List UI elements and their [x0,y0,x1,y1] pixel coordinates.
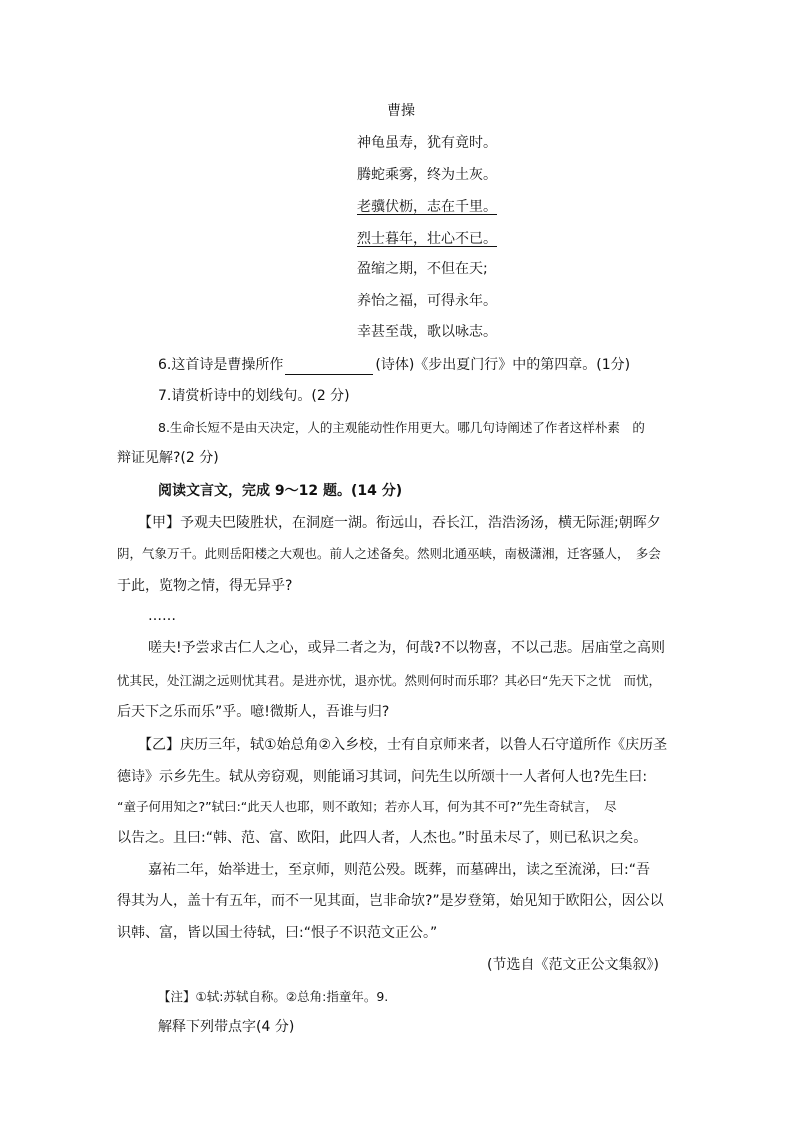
jia-ellipsis: …… [148,608,176,624]
footnote: 【注】①轼:苏轼自称。②总角:指童年。9. [158,989,389,1004]
yi-line-6: 得其为人，盖十有五年，而不一见其面，岂非命欤?”是岁登第，始见知于欧阳公，因公以 [117,893,664,909]
yi-line-4: 以告之。且曰:“韩、范、富、欧阳，此四人者，人杰也。”时虽未尽了，则已私识之矣。 [117,830,648,846]
poem-line-2: 腾蛇乘雾，终为土灰。 [357,167,497,183]
poem-line-3-underlined: 老骥伏枥，志在千里。 [357,199,497,215]
poem-line-6: 养怡之福，可得永年。 [357,293,497,309]
question-8-line-2: 辩证见解?(2 分) [117,450,219,466]
jia-line-3: 于此，览物之情，得无异乎? [117,578,293,594]
poem-line-4-underlined: 烈士暮年，壮心不已。 [357,231,497,247]
question-8-line-1: 8.生命长短不是由天决定，人的主观能动性作用更大。哪几句诗阐述了作者这样朴素 的 [158,420,645,435]
yi-line-3: “童子何用知之?”轼曰:“此天人也耶，则不敢知；若亦人耳，何为其不可?”先生奇轼言， 尽 [117,799,617,814]
yi-line-5: 嘉祐二年，始举进士，至京师，则范公殁。既葬，而墓碑出，读之至流涕，曰:“吾 [148,862,650,878]
jia-line-2: 阴，气象万千。此则岳阳楼之大观也。前人之述备矣。然则北通巫峡，南极潇湘，迁客骚人， 多会 [117,546,661,561]
poem-author: 曹操 [387,103,415,119]
task-instruction: 解释下列带点字(4 分) [158,1019,295,1035]
yi-line-7: 识韩、富，皆以国士待轼，曰:“恨子不识范文正公。” [117,925,438,941]
jia-line-6: 后天下之乐而乐”乎。噫!微斯人，吾谁与归? [117,704,390,720]
yi-line-1: 【乙】庆历三年，轼①始总角②入乡校，士有自京师来者，以鲁人石守道所作《庆历圣 [138,737,668,753]
poem-line-7: 幸甚至哉，歌以咏志。 [357,324,497,340]
source-citation: (节选自《范文正公文集叙》) [487,957,659,973]
poem-line-1: 神龟虽寿，犹有竟时。 [357,135,497,151]
yi-line-2: 德诗》示乡先生。轼从旁窃观，则能诵习其词，问先生以所颂十一人者何人也?先生曰: [117,769,648,785]
answer-blank [285,360,373,375]
question-7: 7.请赏析诗中的划线句。(2 分) [158,388,350,404]
jia-line-1: 【甲】予观夫巴陵胜状，在洞庭一湖。衔远山，吞长江，浩浩汤汤，横无际涯;朝晖夕 [138,515,661,531]
section-heading: 阅读文言文，完成 9～12 题。(14 分) [158,483,403,499]
jia-line-4: 嗟夫!予尝求古仁人之心，或异二者之为，何哉?不以物喜，不以己悲。居庙堂之高则 [148,640,666,656]
question-6-text-b: (诗体)《步出夏门行》中的第四章。(1分) [375,357,631,373]
poem-line-5: 盈缩之期，不但在天; [357,261,488,277]
question-6-text-a: 6.这首诗是曹操所作 [158,357,284,373]
question-6 [158,355,630,375]
jia-line-5: 忧其民，处江湖之远则忧其君。是进亦忧，退亦忧。然则何时而乐耶？其必曰“先天下之忧 而忧， [117,673,661,688]
